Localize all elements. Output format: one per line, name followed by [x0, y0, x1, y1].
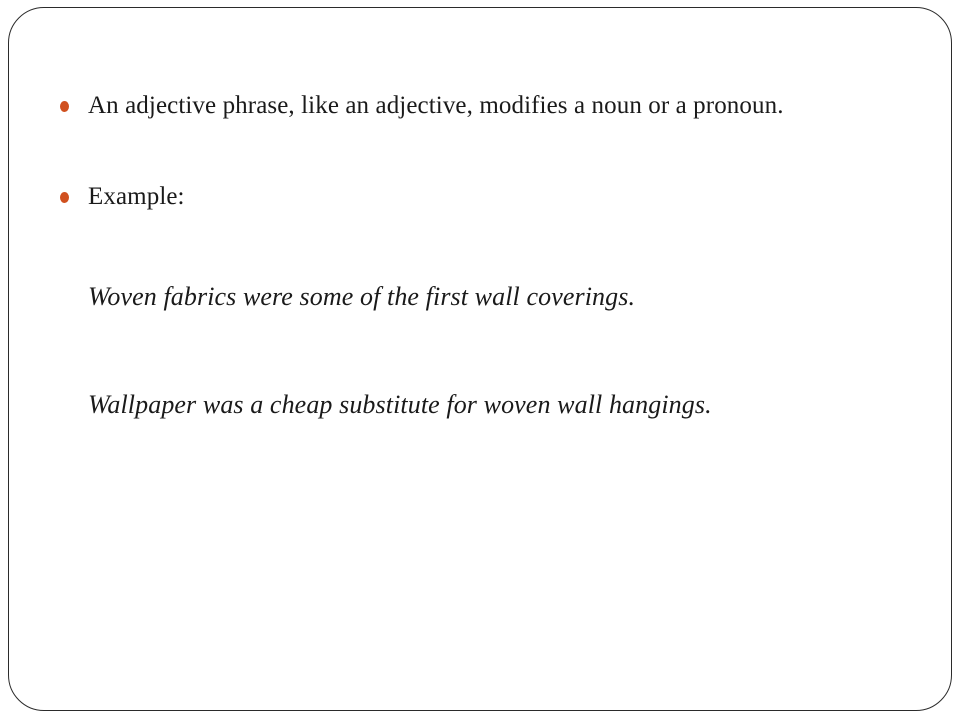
bullet-dot-icon — [60, 101, 69, 112]
bullet-text: An adjective phrase, like an adjective, modifies a noun or a pronoun. — [88, 92, 784, 119]
example-sentence: Wallpaper was a cheap substitute for woven wall hangings. — [88, 390, 712, 419]
bullet-dot-icon — [60, 192, 69, 203]
bullet-text: Example: — [88, 183, 185, 210]
example-sentence: Woven fabrics were some of the first wall coverings. — [88, 282, 636, 311]
